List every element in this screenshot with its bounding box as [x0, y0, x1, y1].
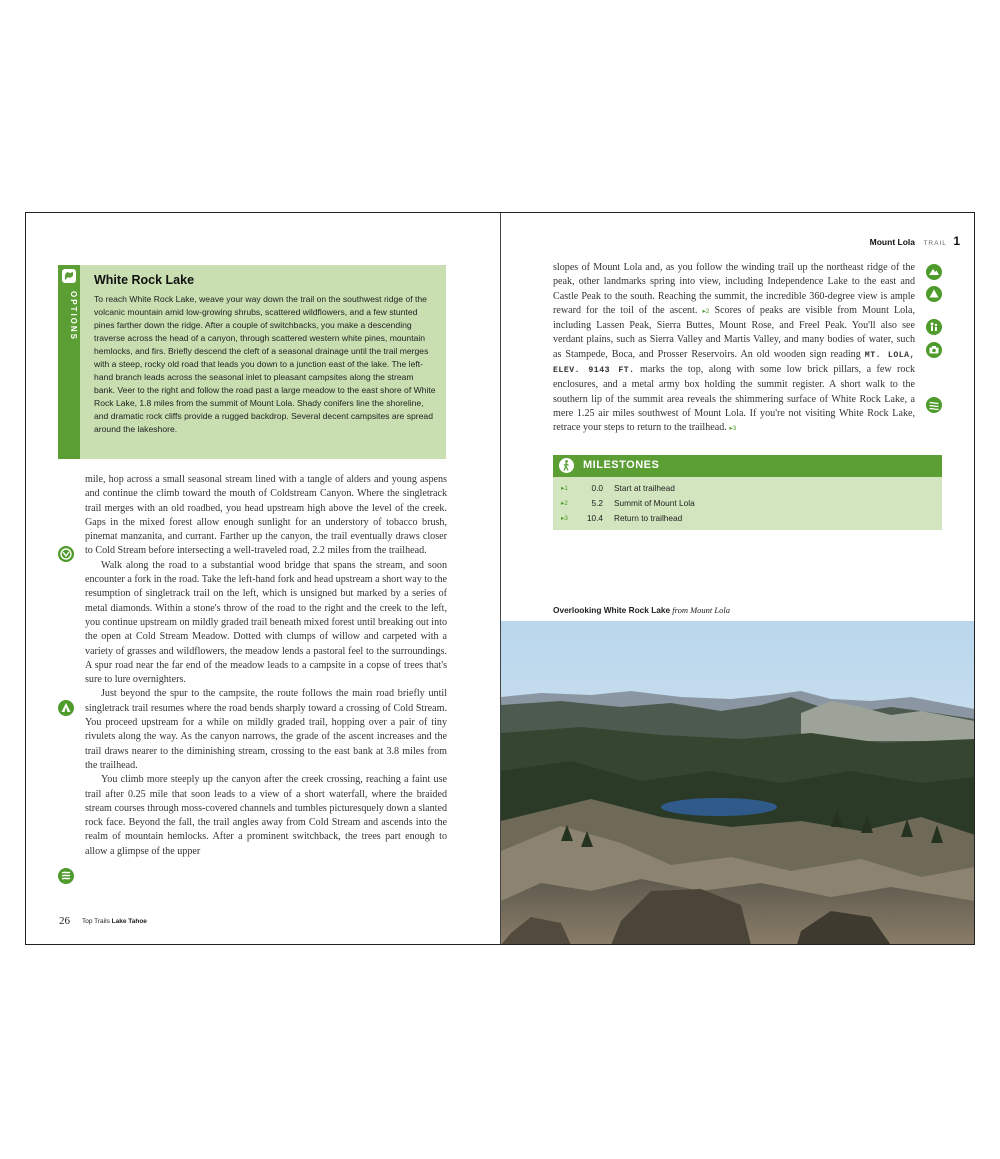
milestone-marker: ▸2: [561, 500, 568, 507]
milestone-mile: 5.2: [591, 498, 603, 508]
book-spread: [25, 212, 975, 945]
paragraph: Walk along the road to a substantial wood bridge that spans the stream, and soon encounter a fork in the road. Take the left-hand fork and head upstream a short way to the resumption of singletrack trail on the left, which is unsigned but marked by a series of metal diamonds. Within a stone's throw of the road to the right and the creek to the left, you continue upstream on mildly graded trail beneath mixed forest until breaking out into the open at Cold Stream Meadow. Dotted with clumps of willow and carpeted with a variety of grasses and wildflowers, the meadow lends a pastoral feel to the surroundings. A spur road near the far end of the meadow leads to a campsite in a copse of trees that's sure to lure overnighters.: [85, 559, 447, 686]
body-part-2: Scores of peaks are visible from Mount Lola, including Lassen Peak, Sierra Buttes, Mount Rose, and Freel Peak. You'll also see verdant plains, such as Sierra Valley and Martis Valley, and many bodies of water, such as Stampede, Boca, and Prosser Reservoirs. An old wooden sign reading: [553, 304, 915, 360]
camping-icon: [58, 700, 74, 716]
wildflowers-icon: [58, 546, 74, 562]
body-part-1: slopes of Mount Lola and, as you follow the winding trail up the northeast ridge of the peak, other landmarks spring into view, including Independence Lake to the east and Castle Peak to the south. Reaching the summit, the incredible 360-degree view is ample reward for the toil of the ascent.: [553, 262, 915, 316]
running-head-trail: TRAIL: [923, 240, 947, 247]
landscape-photo: [501, 621, 975, 945]
book-prefix: Top Trails: [82, 918, 110, 925]
options-label: OPTIONS: [69, 291, 78, 342]
paragraph: mile, hop across a small seasonal stream lined with a tangle of alders and young aspens and continue the climb toward the mouth of Coldstream Canyon. Where the singletrack trail merges with an old roadbed, you head upstream high above the level of the creek. Gaps in the mixed forest allow enough sunlight for an understory of tobacco brush, pinemat manzanita, and currant. Farther up the canyon, the trail eventually draws closer to Cold Stream before intersecting a well-traveled road, 2.2 miles from the trailhead.: [85, 474, 447, 557]
camera-icon: [926, 342, 942, 358]
running-head-title: Mount Lola: [869, 237, 915, 247]
milestone-row: [553, 513, 942, 527]
milestones-title: MILESTONES: [583, 459, 660, 471]
options-icon: [62, 269, 76, 283]
paragraph: Just beyond the spur to the campsite, the route follows the main road briefly until singletrack trail resumes where the road bends sharply toward a crossing of Cold Stream. You proceed upstream for a while on mildly graded trail, hopping over a pair of tiny rivulets along the way. As the canyon narrows, the grade of the ascent increases and the trail draws nearer to the diminishing stream, crossing to the east bank at 3.8 miles from the trailhead.: [85, 688, 447, 771]
right-body-text: [553, 261, 915, 437]
options-strip: [58, 265, 80, 459]
paragraph: You climb more steeply up the canyon after the creek crossing, reaching a faint use trail after 0.25 mile that soon leads to a view of a short waterfall, where the braided stream courses through moss-covered channels and tumbles picturesquely down a slanted rock face. Beyond the fall, the trail angles away from Cold Stream and ascends into the realm of mountain hemlocks. After a prominent switchback, the trees part enough to allow a glimpse of the upper: [85, 774, 447, 857]
caption-bold: Overlooking White Rock Lake: [553, 605, 671, 615]
milestone-row: [553, 483, 942, 497]
page-number: 26: [59, 915, 70, 927]
summit-icon: [926, 264, 942, 280]
options-title: White Rock Lake: [94, 273, 195, 287]
caption-italic: from Mount Lola: [672, 605, 731, 615]
milestone-desc: Return to trailhead: [614, 513, 683, 523]
milestones-header: [553, 455, 942, 477]
body-part-3: marks the top, along with some low brick pillars, a few rock enclosures, and a metal army box holding the summit register. A short walk to the southern lip of the summit area reveals the shimmering surface of White Rock Lake, a mere 1.25 air miles southwest of Mount Lola. If you're not visiting White Rock Lake, retrace your steps to return to the trailhead.: [553, 364, 915, 434]
options-text: To reach White Rock Lake, weave your way down the trail on the southwest ridge of the volcanic mountain amid low-growing shrubs, scattered wildflowers, and a few stunted pines farther down the ridge. After a couple of switchbacks, you make a descending traverse across the head of a canyon, through scattered western white pines, mountain hemlocks, and firs. Briefly descend the cleft of a seasonal drainage until the trail merges with a steep, rocky old road that leads you down to a junction east of the lake. The left-hand branch leads across the seasonal inlet to pleasant campsites along the stream bank. Veer to the right and follow the road past a large meadow to the east shore of White Rock Lake, 1.8 miles from the summit of Mount Lola. Shady conifers line the shoreline, and dramatic rock cliffs provide a rugged backdrop. Several decent campsites are spread around the lakeshore.: [94, 294, 436, 435]
left-body-text: [85, 473, 447, 859]
running-head-number: 1: [953, 234, 960, 248]
milestone-marker: ▸1: [561, 485, 568, 492]
milestone-row: [553, 498, 942, 512]
waterfall-icon: [58, 868, 74, 884]
options-sidebar: [58, 265, 446, 459]
book-title: [82, 918, 147, 925]
milestone-marker: ▸2: [702, 307, 710, 315]
book-name: Lake Tahoe: [111, 918, 147, 925]
photo-illustration: [501, 621, 975, 945]
lake-icon: [926, 397, 942, 413]
photo-caption: [553, 605, 730, 615]
running-head: [870, 232, 960, 250]
milestone-mile: 10.4: [586, 513, 603, 523]
milestone-marker: ▸3: [729, 425, 737, 433]
milestone-desc: Summit of Mount Lola: [614, 498, 695, 508]
milestone-marker: ▸3: [561, 515, 568, 522]
family-icon: [926, 319, 942, 335]
peak-icon: [926, 286, 942, 302]
milestones-box: [553, 455, 942, 530]
sign-text: MT. LOLA, ELEV. 9143 FT.: [553, 350, 915, 376]
milestone-desc: Start at trailhead: [614, 483, 675, 493]
hiker-icon: [559, 458, 574, 473]
paragraph: [553, 261, 915, 437]
milestone-mile: 0.0: [591, 483, 603, 493]
